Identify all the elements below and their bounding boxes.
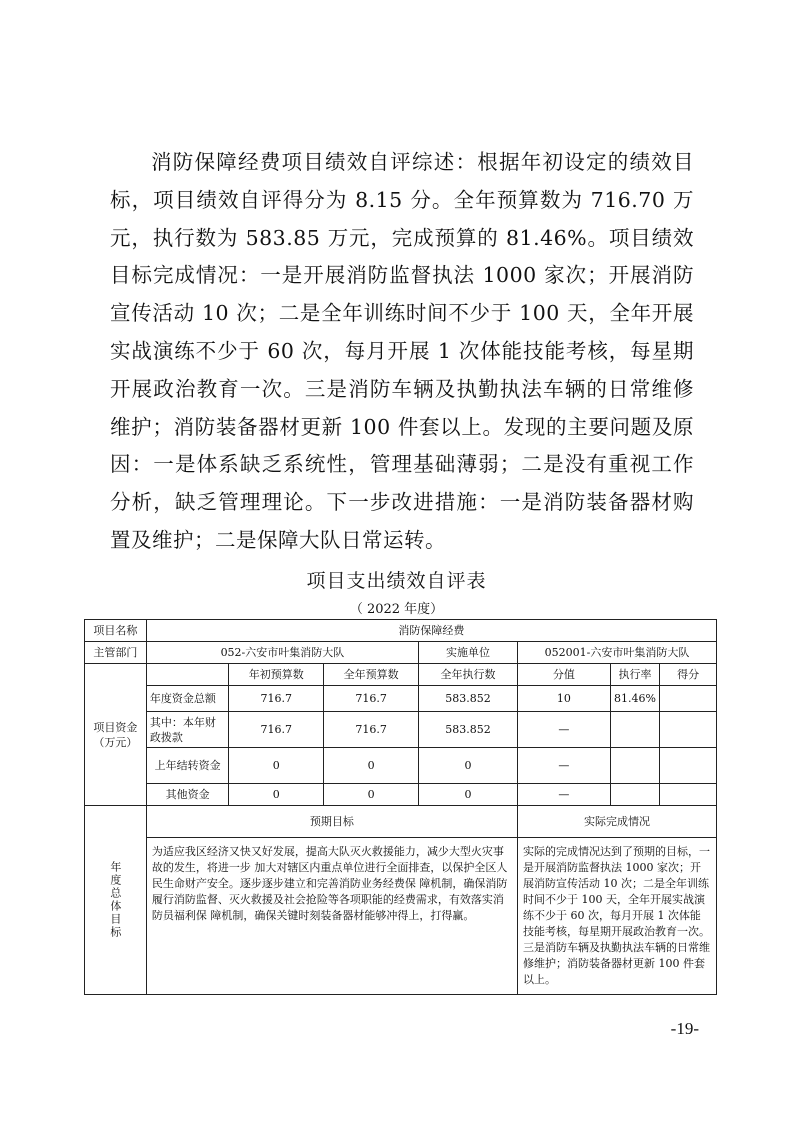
annual-goals-label: 年度总体目标 xyxy=(85,806,147,995)
impl-label: 实施单位 xyxy=(419,642,518,664)
expected-goals-text: 为适应我区经济又快又好发展，提高大队灭火救援能力，减少大型火灾事故的发生，将进一步 加大对辖区内重点单位进行全面排查，以保护全区人民生命财产安全。逐步逐步建立和完善消防业务经费保 障机制，确保消防履行消防监督、灭火救援及社会抢险等各项职能的经费需求，有效落实消防员福利保 障机制，确保关键时刻装备器材能够冲得上，打得赢。 xyxy=(146,838,517,995)
dept-label: 主管部门 xyxy=(85,642,147,664)
funds-row-label: 年度资金总额 xyxy=(146,686,228,712)
score-value-cell: — xyxy=(517,784,610,806)
score-cell xyxy=(660,686,717,712)
full-year-exec-cell: 583.852 xyxy=(419,712,518,748)
header-score-value: 分值 xyxy=(517,664,610,686)
full-year-exec-cell: 0 xyxy=(419,784,518,806)
funds-row-label: 上年结转资金 xyxy=(146,748,228,784)
expected-goals-header: 预期目标 xyxy=(146,806,517,838)
goals-header-row xyxy=(85,806,717,838)
full-year-budget-cell: 716.7 xyxy=(324,712,419,748)
full-year-budget-cell: 0 xyxy=(324,748,419,784)
dept-value: 052-六安市叶集消防大队 xyxy=(146,642,418,664)
header-full-year-exec: 全年执行数 xyxy=(419,664,518,686)
funds-row xyxy=(85,748,717,784)
funds-row xyxy=(85,686,717,712)
funds-label: 项目资金（万元） xyxy=(85,664,147,806)
score-value-cell: — xyxy=(517,712,610,748)
full-year-budget-cell: 0 xyxy=(324,784,419,806)
annual-budget-cell: 0 xyxy=(229,784,324,806)
full-year-exec-cell: 0 xyxy=(419,748,518,784)
exec-rate-cell xyxy=(610,784,659,806)
funds-row-label: 其他资金 xyxy=(146,784,228,806)
annual-budget-cell: 716.7 xyxy=(229,712,324,748)
score-cell xyxy=(660,712,717,748)
project-name-value: 消防保障经费 xyxy=(146,620,716,642)
table-year: （ 2022 年度） xyxy=(349,602,444,617)
exec-rate-cell xyxy=(610,748,659,784)
goals-content-row xyxy=(85,838,717,995)
project-name-row xyxy=(85,620,717,642)
full-year-budget-cell: 716.7 xyxy=(324,686,419,712)
annual-budget-cell: 0 xyxy=(229,748,324,784)
table-title: 项目支出绩效自评表 xyxy=(306,570,487,592)
score-cell xyxy=(660,784,717,806)
funds-header-blank xyxy=(146,664,228,686)
department-row xyxy=(85,642,717,664)
funds-row xyxy=(85,784,717,806)
exec-rate-cell xyxy=(610,712,659,748)
header-annual-budget: 年初预算数 xyxy=(229,664,324,686)
full-year-exec-cell: 583.852 xyxy=(419,686,518,712)
annual-budget-cell: 716.7 xyxy=(229,686,324,712)
header-full-year-budget: 全年预算数 xyxy=(324,664,419,686)
funds-row-label: 其中：本年财政拨款 xyxy=(146,712,228,748)
impl-value: 052001-六安市叶集消防大队 xyxy=(517,642,716,664)
actual-completion-text: 实际的完成情况达到了预期的目标，一是开展消防监督执法 1000 家次；开展消防宣传活动 10 次；二是全年训练时间不少于 100 天，全年开展实战演练不少于 60 次，每月开展 1 次体能技能考核，每星期开展政治教育一次。三是消防车辆及执勤执法车辆的日常维修维护；消防装备器材更新 100 件套以上。 xyxy=(517,838,716,995)
score-value-cell: 10 xyxy=(517,686,610,712)
summary-paragraph: 消防保障经费项目绩效自评综述：根据年初设定的绩效目标，项目绩效自评得分为 8.15 分。全年预算数为 716.70 万元，执行数为 583.85 万元，完成预算的 81.46%。项目绩效目标完成情况：一是开展消防监督执法 1000 家次；开展消防宣传活动 10 次；二是全年训练时间不少于 100 天，全年开展实战演练不少于 60 次，每月开展 1 次体能技能考核，每星期开展政治教育一次。三是消防车辆及执勤执法车辆的日常维修维护；消防装备器材更新 100 件套以上。发现的主要问题及原因：一是体系缺乏系统性，管理基础薄弱；二是没有重视工作分析，缺乏管理理论。下一步改进措施：一是消防装备器材购置及维护；二是保障大队日常运转。 xyxy=(110,150,694,552)
performance-table xyxy=(84,619,717,995)
funds-row xyxy=(85,712,717,748)
page-number: -19- xyxy=(670,1019,699,1038)
exec-rate-cell: 81.46% xyxy=(610,686,659,712)
funds-header-row xyxy=(85,664,717,686)
score-value-cell: — xyxy=(517,748,610,784)
header-score: 得分 xyxy=(660,664,717,686)
actual-completion-header: 实际完成情况 xyxy=(517,806,716,838)
header-exec-rate: 执行率 xyxy=(610,664,659,686)
score-cell xyxy=(660,748,717,784)
project-name-label: 项目名称 xyxy=(85,620,147,642)
